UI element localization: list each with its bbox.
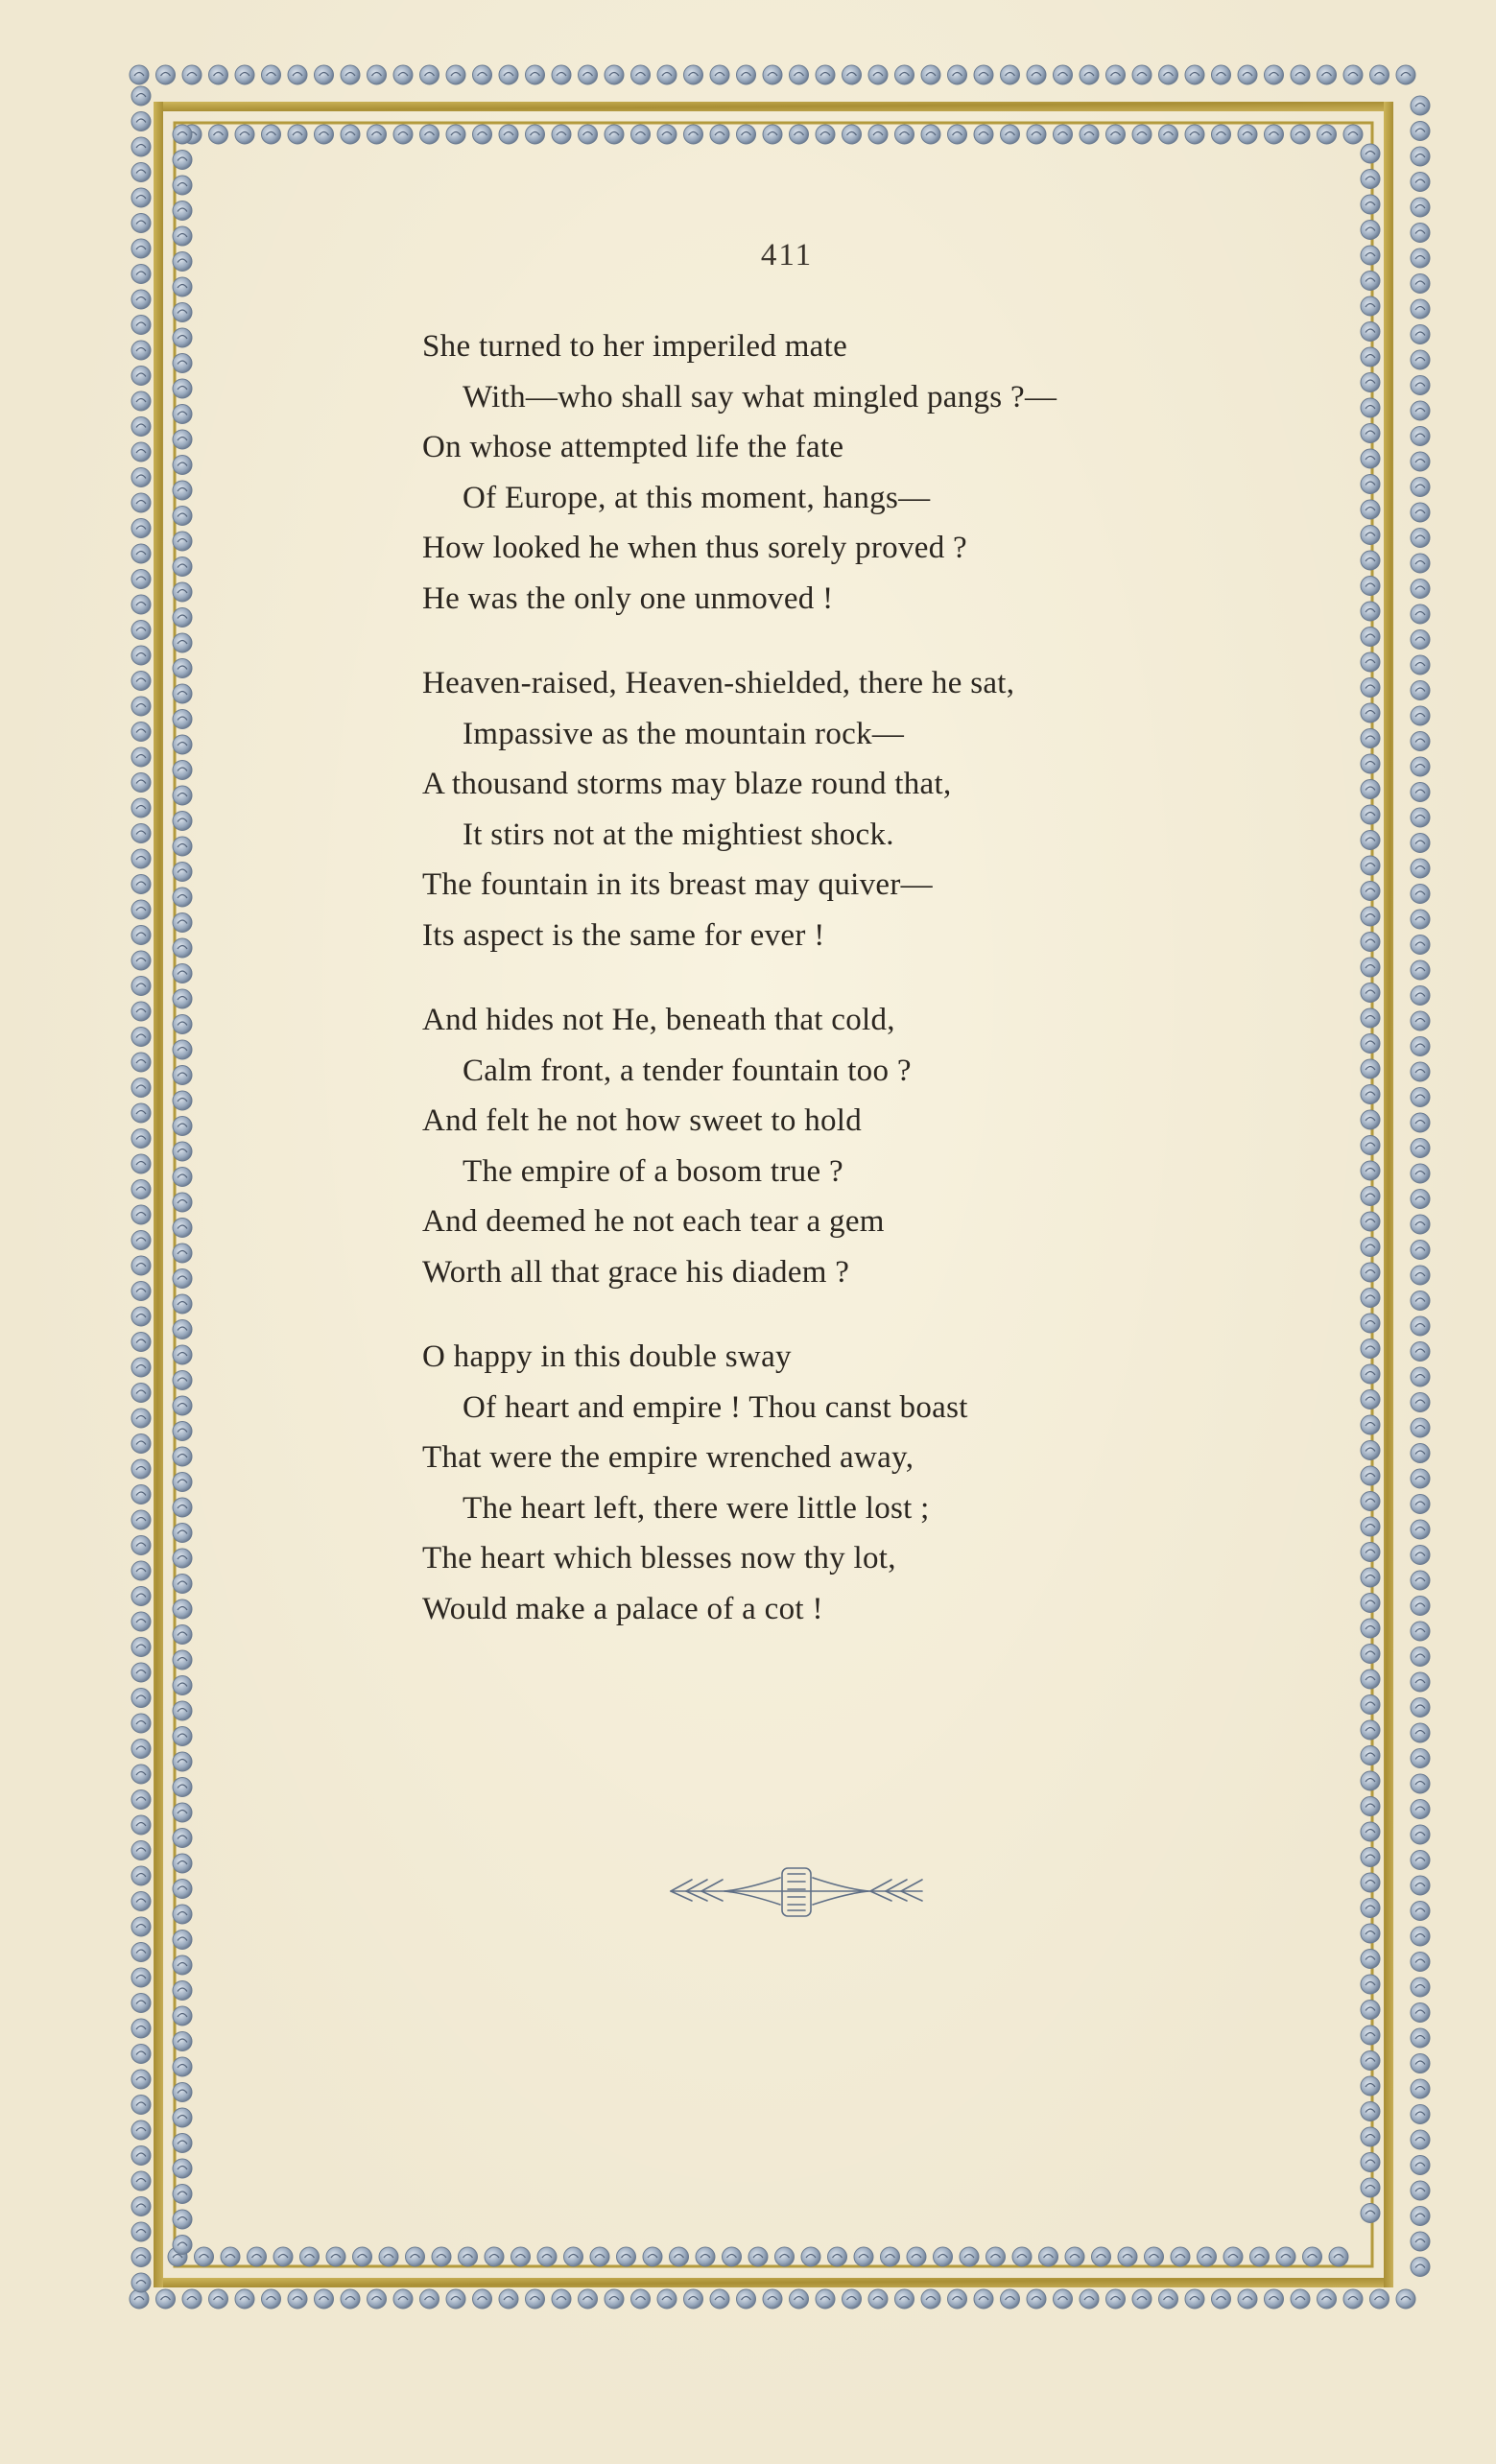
poem-line: Impassive as the mountain rock—	[463, 716, 905, 751]
stanza	[422, 995, 1286, 1297]
poem-line: He was the only one unmoved !	[422, 580, 834, 616]
poem-line: That were the empire wrenched away,	[422, 1440, 914, 1475]
stanza	[422, 1332, 1286, 1634]
poem-line: Of Europe, at this moment, hangs—	[463, 480, 931, 515]
poem-line: Calm front, a tender fountain too ?	[463, 1053, 912, 1088]
poem-line: The fountain in its breast may quiver—	[422, 867, 933, 902]
poem-line: The heart left, there were little lost ;	[463, 1490, 930, 1526]
poem-line: A thousand storms may blaze round that,	[422, 767, 952, 801]
poem-line: And felt he not how sweet to hold	[422, 1103, 863, 1138]
poem-line: On whose attempted life the fate	[422, 430, 844, 464]
poem-line: Of heart and empire ! Thou canst boast	[463, 1389, 968, 1425]
poem-line: The empire of a bosom true ?	[463, 1153, 843, 1189]
poem-line: How looked he when thus sorely proved ?	[422, 531, 967, 565]
stanza	[422, 321, 1286, 624]
poem-line: Worth all that grace his diadem ?	[422, 1254, 850, 1290]
page-number: 411	[760, 238, 814, 272]
poem	[422, 321, 1286, 1669]
poem-line: O happy in this double sway	[422, 1339, 792, 1374]
poem-line: Would make a palace of a cot !	[422, 1591, 823, 1626]
poem-line: Heaven-raised, Heaven-shielded, there he sat,	[422, 666, 1015, 700]
tailpiece-arrow-ornament-icon	[667, 1859, 926, 1935]
poem-line: It stirs not at the mightiest shock.	[463, 817, 894, 852]
poem-line: And deemed he not each tear a gem	[422, 1204, 885, 1239]
stanza	[422, 658, 1286, 960]
poem-line: And hides not He, beneath that cold,	[422, 1003, 895, 1037]
poem-line: The heart which blesses now thy lot,	[422, 1541, 896, 1576]
poem-line: She turned to her imperiled mate	[422, 329, 848, 364]
poem-line: With—who shall say what mingled pangs ?—	[463, 379, 1057, 415]
poem-line: Its aspect is the same for ever !	[422, 917, 825, 953]
